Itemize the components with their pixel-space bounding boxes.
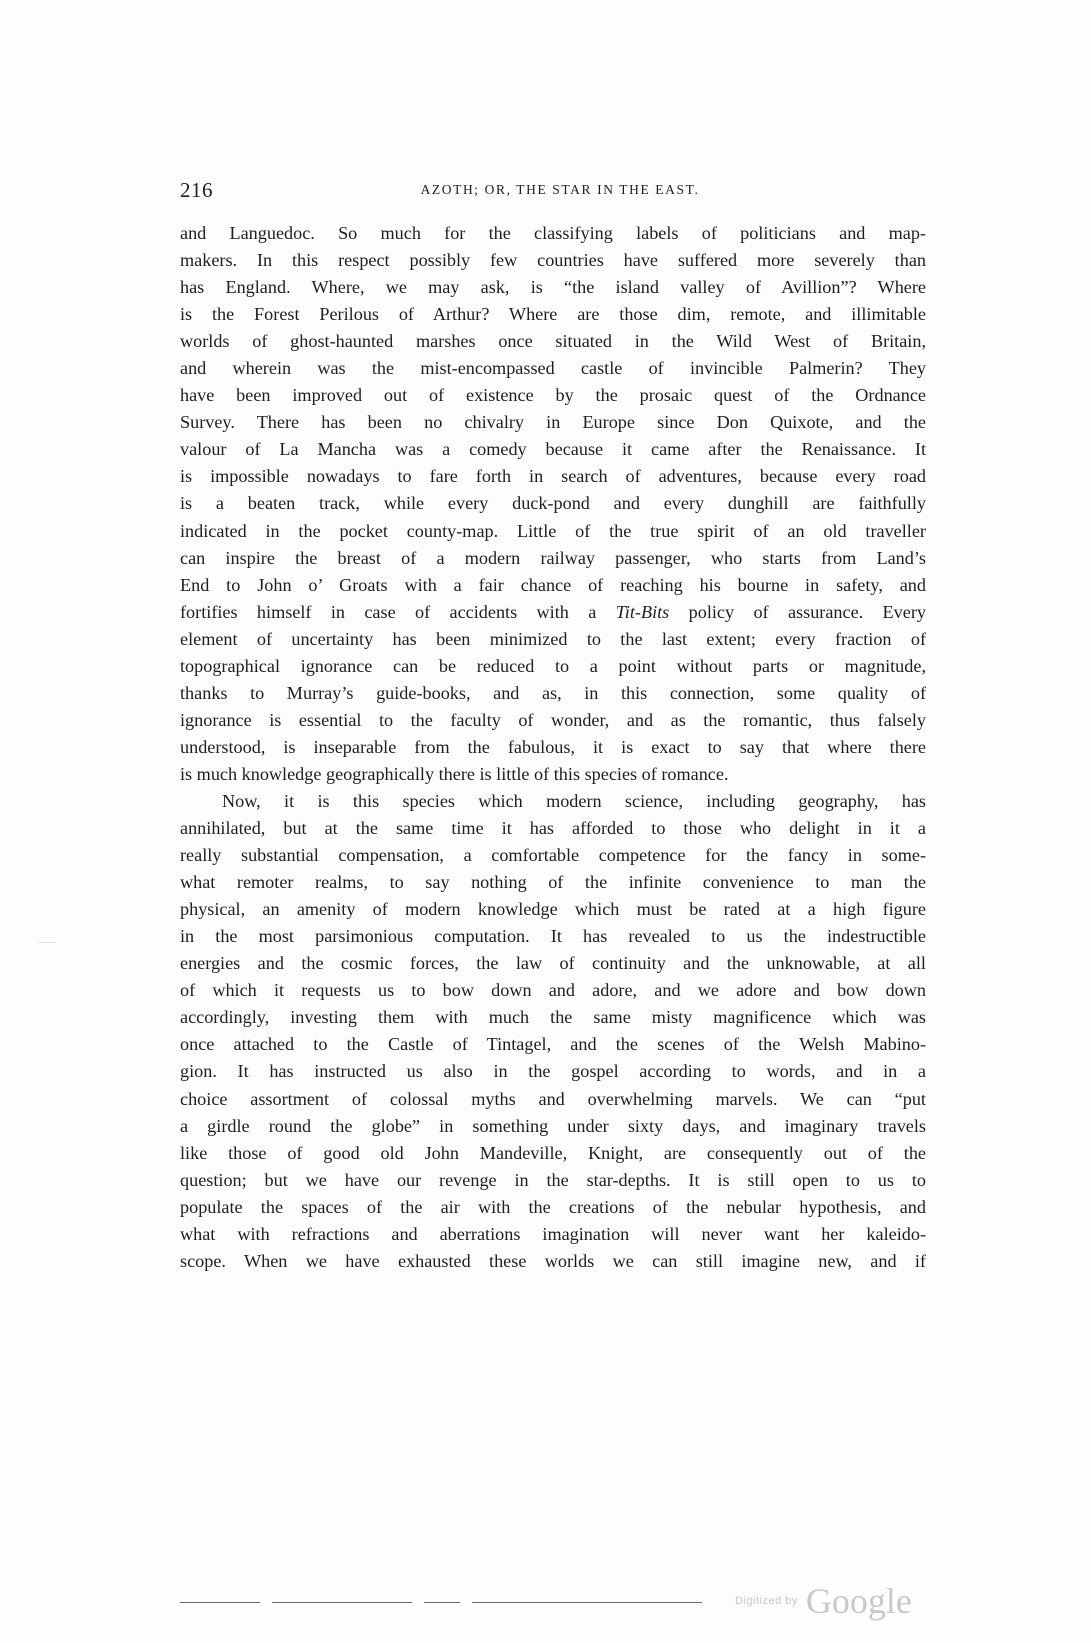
text-line: and wherein was the mist-encompassed castle of invincible Palmerin? They (180, 358, 926, 379)
text-line: a girdle round the globe” in something under sixty days, and imaginary travels (180, 1115, 926, 1136)
rule-segment (424, 1602, 460, 1603)
text-line: is the Forest Perilous of Arthur? Where are those dim, remote, and illimitable (180, 304, 926, 325)
text-line: really substantial compensation, a comfortable competence for the fancy in some- (180, 845, 926, 866)
footer-rule (180, 1600, 710, 1606)
text-line: what remoter realms, to say nothing of the infinite convenience to man the (180, 872, 926, 893)
text-line: like those of good old John Mandeville, Knight, are consequently out of the (180, 1142, 926, 1163)
text-line: valour of La Mancha was a comedy because it came after the Renaissance. It (180, 439, 926, 460)
text-line: is much knowledge geographically there is little of this species of romance. (180, 763, 729, 784)
text-line: choice assortment of colossal myths and overwhelming marvels. We can “put (180, 1088, 926, 1109)
text-line: fortifies himself in case of accidents with a Tit-Bits policy of assurance. Every (180, 601, 926, 622)
rule-segment (272, 1602, 412, 1603)
page-header (180, 178, 930, 204)
paragraph-1 (180, 220, 926, 788)
text-line: element of uncertainty has been minimized to the last extent; every fraction of (180, 628, 926, 649)
body-text (180, 220, 926, 1275)
text-line: energies and the cosmic forces, the law of continuity and the unknowable, at all (180, 953, 926, 974)
text-line: in the most parsimonious computation. It has revealed to us the indestructible (180, 926, 926, 947)
rule-segment (180, 1602, 260, 1603)
text-line: have been improved out of existence by the prosaic quest of the Ordnance (180, 385, 926, 406)
scan-edge-mark (38, 942, 56, 943)
text-line: has England. Where, we may ask, is “the island valley of Avillion”? Where (180, 277, 926, 298)
text-line: can inspire the breast of a modern railway passenger, who starts from Land’s (180, 547, 926, 568)
italic-title: Tit-Bits (615, 601, 670, 622)
text-line: makers. In this respect possibly few countries have suffered more severely than (180, 250, 926, 271)
text-line: End to John o’ Groats with a fair chance of reaching his bourne in safety, and (180, 574, 926, 595)
text-line: thanks to Murray’s guide-books, and as, in this connection, some quality of (180, 682, 926, 703)
text-line: scope. When we have exhausted these worlds we can still imagine new, and if (180, 1250, 926, 1271)
text-line: annihilated, but at the same time it has afforded to those who delight in it a (180, 818, 926, 839)
paragraph-2 (180, 788, 926, 1275)
text-line: understood, is inseparable from the fabulous, it is exact to say that where there (180, 736, 926, 757)
text-line: question; but we have our revenge in the star-depths. It is still open to us to (180, 1169, 926, 1190)
text-line: what with refractions and aberrations imagination will never want her kaleido- (180, 1223, 926, 1244)
text-line: Now, it is this species which modern science, including geography, has (222, 790, 926, 811)
text-line: physical, an amenity of modern knowledge which must be rated at a high figure (180, 899, 926, 920)
page-number: 216 (180, 178, 213, 202)
text-line: accordingly, investing them with much the same misty magnificence which was (180, 1007, 926, 1028)
text-line: once attached to the Castle of Tintagel, and the scenes of the Welsh Mabino- (180, 1034, 926, 1055)
watermark-prefix: Digitized by (735, 1595, 798, 1607)
text-line: of which it requests us to bow down and adore, and we adore and bow down (180, 980, 926, 1001)
text-line: is a beaten track, while every duck-pond and every dunghill are faithfully (180, 493, 926, 514)
text-line: worlds of ghost-haunted marshes once situated in the Wild West of Britain, (180, 331, 926, 352)
running-head: AZOTH; OR, THE STAR IN THE EAST. (420, 182, 700, 197)
text-line: Survey. There has been no chivalry in Europe since Don Quixote, and the (180, 412, 926, 433)
text-line: populate the spaces of the air with the creations of the nebular hypothesis, and (180, 1196, 926, 1217)
text-line: and Languedoc. So much for the classifying labels of politicians and map- (180, 223, 926, 243)
text-line: indicated in the pocket county-map. Little of the true spirit of an old traveller (180, 520, 926, 541)
text-line: gion. It has instructed us also in the gospel according to words, and in a (180, 1061, 926, 1082)
rule-segment (472, 1602, 702, 1603)
digitized-watermark (735, 1580, 912, 1620)
text-line: ignorance is essential to the faculty of wonder, and as the romantic, thus falsely (180, 709, 926, 730)
google-logo: Google (805, 1581, 912, 1621)
text-line: is impossible nowadays to fare forth in search of adventures, because every road (180, 466, 926, 487)
text-line: topographical ignorance can be reduced to a point without parts or magnitude, (180, 655, 926, 676)
